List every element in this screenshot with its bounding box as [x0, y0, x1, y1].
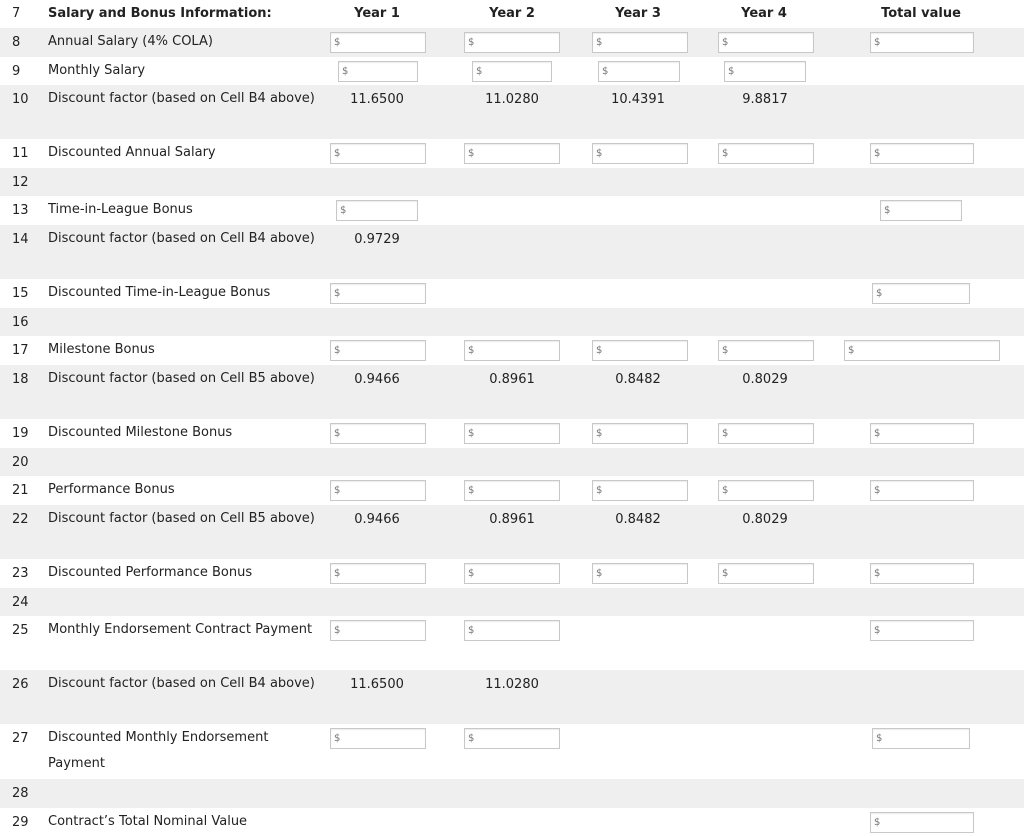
- row-25: [0, 616, 1024, 670]
- row-number: 25: [12, 623, 29, 638]
- discount-factor-year-3: 10.4391: [611, 92, 665, 107]
- row-number: 19: [12, 426, 29, 441]
- row-16: [0, 308, 1024, 336]
- input-row-17-year-1[interactable]: [330, 340, 426, 361]
- input-row-29-total[interactable]: [870, 812, 974, 833]
- row-number: 21: [12, 483, 29, 498]
- input-row-9-year-4[interactable]: [724, 61, 806, 82]
- row-label: Discount factor (based on Cell B4 above): [48, 676, 315, 691]
- row-number: 12: [12, 175, 29, 190]
- input-row-19-year-2[interactable]: [464, 423, 560, 444]
- discount-factor-year-3: 0.8482: [615, 372, 661, 387]
- discount-factor-year-4: 0.8029: [742, 372, 788, 387]
- row-21: [0, 476, 1024, 505]
- input-row-13-total[interactable]: [880, 200, 962, 221]
- input-row-8-year-1[interactable]: [330, 32, 426, 53]
- input-row-11-year-2[interactable]: [464, 143, 560, 164]
- discount-factor-year-3: 0.8482: [615, 512, 661, 527]
- column-header-year-3: Year 3: [615, 6, 661, 21]
- input-row-17-year-3[interactable]: [592, 340, 688, 361]
- discount-factor-year-2: 11.0280: [485, 677, 539, 692]
- input-row-21-year-3[interactable]: [592, 480, 688, 501]
- input-row-11-year-4[interactable]: [718, 143, 814, 164]
- discount-factor-year-2: 0.8961: [489, 372, 535, 387]
- row-9: [0, 57, 1024, 85]
- input-row-9-year-3[interactable]: [598, 61, 680, 82]
- row-22: [0, 505, 1024, 559]
- row-number: 14: [12, 232, 29, 247]
- input-row-8-year-2[interactable]: [464, 32, 560, 53]
- input-row-25-year-2[interactable]: [464, 620, 560, 641]
- row-12: [0, 168, 1024, 196]
- input-row-21-total[interactable]: [870, 480, 974, 501]
- row-29: [0, 808, 1024, 836]
- row-label: Milestone Bonus: [48, 342, 155, 357]
- row-24: [0, 588, 1024, 616]
- row-15: [0, 279, 1024, 308]
- row-11: [0, 139, 1024, 168]
- input-row-11-total[interactable]: [870, 143, 974, 164]
- row-19: [0, 419, 1024, 448]
- row-label: Annual Salary (4% COLA): [48, 34, 213, 49]
- row-number: 11: [12, 146, 29, 161]
- input-row-19-year-3[interactable]: [592, 423, 688, 444]
- input-row-23-year-3[interactable]: [592, 563, 688, 584]
- row-label: Monthly Salary: [48, 63, 146, 78]
- row-label: Time-in-League Bonus: [48, 202, 193, 217]
- input-row-21-year-2[interactable]: [464, 480, 560, 501]
- input-row-23-total[interactable]: [870, 563, 974, 584]
- row-label: Contract’s Total Nominal Value: [48, 814, 248, 829]
- row-20: [0, 448, 1024, 476]
- row-number: 22: [12, 512, 29, 527]
- row-8: [0, 28, 1024, 57]
- input-row-15-year-1[interactable]: [330, 283, 426, 304]
- row-26: [0, 670, 1024, 724]
- row-number: 17: [12, 343, 29, 358]
- discount-factor-year-4: 9.8817: [742, 92, 788, 107]
- row-number: 23: [12, 566, 29, 581]
- discount-factor-year-1: 0.9466: [354, 512, 400, 527]
- input-row-11-year-3[interactable]: [592, 143, 688, 164]
- row-17: [0, 336, 1024, 365]
- row-number: 15: [12, 286, 29, 301]
- row-number: 28: [12, 786, 29, 801]
- row-label: Discount factor (based on Cell B4 above): [48, 91, 315, 106]
- input-row-27-year-2[interactable]: [464, 728, 560, 749]
- input-row-8-total[interactable]: [870, 32, 974, 53]
- row-number: 24: [12, 595, 29, 610]
- row-number: 29: [12, 815, 29, 830]
- row-23: [0, 559, 1024, 588]
- input-row-21-year-1[interactable]: [330, 480, 426, 501]
- column-header-total-value: Total value: [881, 6, 961, 21]
- row-number: 10: [12, 92, 29, 107]
- discount-factor-year-2: 11.0280: [485, 92, 539, 107]
- row-label: Discount factor (based on Cell B5 above): [48, 371, 315, 386]
- row-27: [0, 724, 1024, 779]
- discount-factor-year-4: 0.8029: [742, 512, 788, 527]
- row-label: Discounted Milestone Bonus: [48, 425, 233, 440]
- input-row-9-year-1[interactable]: [338, 61, 418, 82]
- column-header-year-4: Year 4: [741, 6, 787, 21]
- header-row: [0, 0, 1024, 28]
- row-number: 13: [12, 203, 29, 218]
- row-number: 27: [12, 731, 29, 746]
- row-label: Discounted Monthly Endorsement Payment: [48, 730, 269, 771]
- row-label: Performance Bonus: [48, 482, 175, 497]
- row-number: 16: [12, 315, 29, 330]
- discount-factor-year-2: 0.8961: [489, 512, 535, 527]
- input-row-21-year-4[interactable]: [718, 480, 814, 501]
- row-number: 20: [12, 455, 29, 470]
- input-row-17-year-4[interactable]: [718, 340, 814, 361]
- input-row-9-year-2[interactable]: [472, 61, 552, 82]
- input-row-19-total[interactable]: [870, 423, 974, 444]
- row-14: [0, 225, 1024, 279]
- input-row-11-year-1[interactable]: [330, 143, 426, 164]
- row-number: 8: [12, 35, 21, 50]
- input-row-19-year-1[interactable]: [330, 423, 426, 444]
- input-row-23-year-1[interactable]: [330, 563, 426, 584]
- input-row-25-year-1[interactable]: [330, 620, 426, 641]
- row-18: [0, 365, 1024, 419]
- column-header-year-1: Year 1: [354, 6, 400, 21]
- input-row-25-total[interactable]: [870, 620, 974, 641]
- input-row-27-total[interactable]: [872, 728, 970, 749]
- row-number: 18: [12, 372, 29, 387]
- row-label: Discounted Time-in-League Bonus: [48, 285, 271, 300]
- row-label: Monthly Endorsement Contract Payment: [48, 622, 313, 637]
- input-row-17-year-2[interactable]: [464, 340, 560, 361]
- discount-factor-year-1: 0.9729: [354, 232, 400, 247]
- column-header-year-2: Year 2: [489, 6, 535, 21]
- row-label: Discounted Performance Bonus: [48, 565, 253, 580]
- input-row-13-year-1[interactable]: [336, 200, 418, 221]
- row-28: [0, 779, 1024, 808]
- input-row-8-year-3[interactable]: [592, 32, 688, 53]
- row-number: 9: [12, 64, 21, 79]
- section-title: Salary and Bonus Information:: [48, 6, 272, 21]
- input-row-19-year-4[interactable]: [718, 423, 814, 444]
- input-row-27-year-1[interactable]: [330, 728, 426, 749]
- row-label: Discounted Annual Salary: [48, 145, 216, 160]
- row-number: 7: [12, 6, 21, 21]
- row-10: [0, 85, 1024, 139]
- input-row-23-year-4[interactable]: [718, 563, 814, 584]
- input-row-8-year-4[interactable]: [718, 32, 814, 53]
- row-number: 26: [12, 677, 29, 692]
- discount-factor-year-1: 11.6500: [350, 677, 404, 692]
- row-label: Discount factor (based on Cell B4 above): [48, 231, 315, 246]
- row-13: [0, 196, 1024, 225]
- discount-factor-year-1: 0.9466: [354, 372, 400, 387]
- input-row-17-total[interactable]: [844, 340, 1000, 361]
- row-label: Discount factor (based on Cell B5 above): [48, 511, 315, 526]
- input-row-23-year-2[interactable]: [464, 563, 560, 584]
- discount-factor-year-1: 11.6500: [350, 92, 404, 107]
- input-row-15-total[interactable]: [872, 283, 970, 304]
